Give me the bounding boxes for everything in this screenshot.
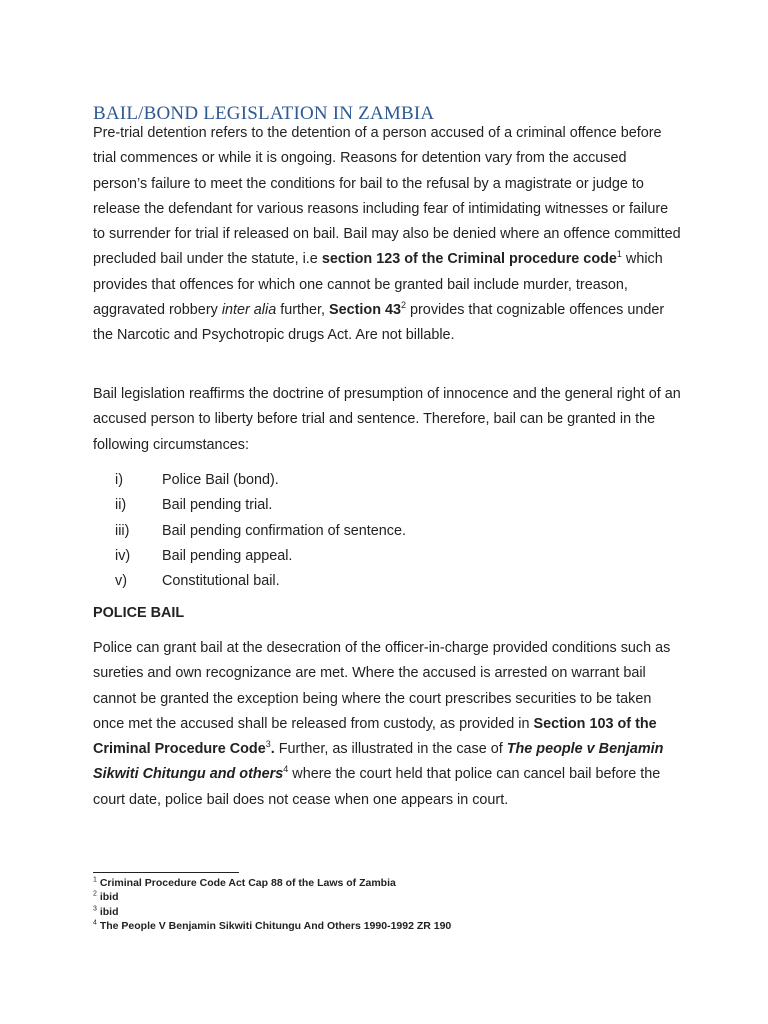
intro-bold-section-123: section 123 of the Criminal procedure code — [321, 251, 617, 268]
footnote-separator — [93, 872, 239, 873]
list-item — [115, 519, 406, 544]
police-text-1: Police can grant bail at the desecration of the officer-in-charge provided conditions such as sureties and own recognizance are met. Where the accused is arrested on warrant bail cannot be granted the exception being where the court prescribes securities to be taken once met the accused shall be released from custody, as provided in — [93, 640, 671, 732]
page-title: BAIL/BOND LEGISLATION IN ZAMBIA — [93, 103, 435, 124]
footnote-ref-3: 3 — [265, 739, 271, 750]
footnote — [93, 890, 451, 904]
intro-text-4: provides that cognizable offences under the Narcotic and Psychotropic drugs Act. Are not billable. — [93, 302, 665, 344]
footnote-text: ibid — [99, 891, 119, 904]
list-item-number: iv) — [115, 547, 131, 564]
footnote-ref-2: 2 — [401, 300, 407, 311]
legislation-paragraph: Bail legislation reaffirms the doctrine of presumption of innocence and the general right of an accused person to liberty before trial and sentence. Therefore, bail can be granted in the following circumstances: — [93, 386, 681, 453]
intro-text-2: which provides that offences for which one cannot be granted bail include murder, treason, aggravated robbery — [93, 251, 663, 319]
list-item-text: Constitutional bail. — [162, 573, 280, 590]
footnote-number: 3 — [93, 905, 97, 913]
footnote-text: Criminal Procedure Code Act Cap 88 of the Laws of Zambia — [99, 877, 396, 889]
list-item-text: Police Bail (bond). — [162, 472, 279, 488]
section-heading-police-bail: POLICE BAIL — [93, 605, 185, 621]
list-item — [115, 468, 406, 493]
footnote-number: 4 — [93, 919, 97, 927]
list-item-number: iii) — [115, 522, 130, 539]
footnote — [93, 905, 451, 919]
list-item-text: Bail pending confirmation of sentence. — [162, 522, 406, 539]
intro-paragraph — [93, 121, 683, 349]
police-bold-period: . — [270, 741, 275, 758]
footnote-text: The People V Benjamin Sikwiti Chitungu And Others 1990-1992 ZR 190 — [99, 920, 452, 933]
list-item-number: ii) — [115, 497, 127, 514]
list-item-number: v) — [115, 573, 127, 590]
bail-circumstances-list — [115, 468, 406, 594]
footnotes — [93, 876, 451, 934]
footnote-ref-1: 1 — [616, 249, 622, 260]
footnote-number: 2 — [93, 890, 97, 898]
police-case-name: The people v Benjamin Sikwiti Chitungu and others — [93, 741, 664, 783]
intro-bold-section-43: Section 43 — [329, 302, 401, 319]
list-item — [115, 544, 406, 569]
footnote-number: 1 — [93, 876, 97, 884]
list-item-text: Bail pending appeal. — [162, 547, 293, 564]
intro-text-1: Pre-trial detention refers to the detention of a person accused of a criminal offence before trial commences or while it is ongoing. Reasons for detention vary from the accused person’s failure to meet the conditions for bail to the refusal by a magistrate or judge to release the defendant for various reasons including fear of intimidating witnesses or failure to surrender for trial if released on bail. Bail may also be denied where an offence committed precluded bail under the statute, i.e — [93, 125, 681, 268]
footnote — [93, 919, 451, 933]
footnote — [93, 876, 451, 890]
list-item — [115, 569, 406, 594]
police-bail-paragraph — [93, 636, 683, 813]
police-text-2: Further, as illustrated in the case of — [274, 741, 507, 758]
police-bold-section-103: Section 103 of the Criminal Procedure Code — [93, 715, 657, 758]
intro-text-3: further, — [276, 302, 330, 319]
police-text-3: where the court held that police can cancel bail before the court date, police bail does not cease when one appears in court. — [93, 766, 661, 808]
list-item-text: Bail pending trial. — [162, 497, 273, 514]
list-item — [115, 493, 406, 518]
list-item-number: i) — [115, 472, 123, 488]
intro-italic-inter-alia: inter alia — [221, 302, 277, 319]
footnote-text: ibid — [99, 905, 119, 918]
footnote-ref-4: 4 — [283, 764, 289, 775]
